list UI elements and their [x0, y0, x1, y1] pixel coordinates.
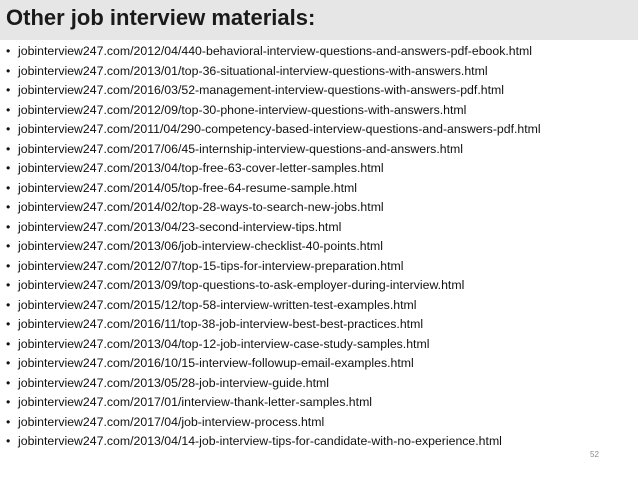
link-text[interactable]: jobinterview247.com/2016/11/top-38-job-interview-best-best-practices.html	[18, 317, 424, 331]
bullet-icon: •	[6, 141, 11, 156]
bullet-icon: •	[6, 278, 11, 292]
bullet-icon: •	[6, 83, 11, 97]
list-item	[6, 140, 541, 160]
list-item	[6, 81, 541, 101]
link-text[interactable]: jobinterview247.com/2017/01/interview-thank-letter-samples.html	[18, 395, 373, 409]
list-item	[6, 237, 541, 257]
link-text[interactable]: jobinterview247.com/2016/10/15-interview-followup-email-examples.html	[18, 356, 414, 370]
list-item	[6, 296, 541, 316]
bullet-icon: •	[6, 44, 11, 58]
link-text[interactable]: jobinterview247.com/2011/04/290-competency-based-interview-questions-and-answers-pdf.html	[18, 122, 541, 136]
link-text[interactable]: jobinterview247.com/2013/04/top-free-63-cover-letter-samples.html	[18, 161, 384, 175]
bullet-icon: •	[6, 414, 11, 429]
bullet-icon: •	[6, 239, 11, 253]
list-item	[6, 257, 541, 277]
list-item	[6, 354, 541, 374]
title-bar	[0, 0, 638, 40]
link-text[interactable]: jobinterview247.com/2013/04/23-second-interview-tips.html	[18, 219, 342, 234]
bullet-icon: •	[6, 336, 11, 351]
link-text[interactable]: jobinterview247.com/2013/05/28-job-interview-guide.html	[18, 375, 330, 390]
bullet-icon: •	[6, 434, 11, 448]
bullet-icon: •	[6, 122, 11, 136]
link-text[interactable]: jobinterview247.com/2013/01/top-36-situational-interview-questions-with-answers.html	[18, 63, 488, 78]
list-item	[6, 198, 541, 218]
bullet-icon: •	[6, 258, 11, 273]
list-item	[6, 120, 541, 140]
bullet-icon: •	[6, 180, 11, 195]
list-item	[6, 335, 541, 355]
link-text[interactable]: jobinterview247.com/2012/09/top-30-phone-interview-questions-with-answers.html	[18, 102, 467, 117]
link-text[interactable]: jobinterview247.com/2013/04/top-12-job-interview-case-study-samples.html	[18, 336, 430, 351]
link-text[interactable]: jobinterview247.com/2013/04/14-job-interview-tips-for-candidate-with-no-experience.html	[18, 434, 502, 448]
list-item	[6, 62, 541, 82]
link-text[interactable]: jobinterview247.com/2017/06/45-internship-interview-questions-and-answers.html	[18, 141, 463, 156]
list-item	[6, 179, 541, 199]
bullet-icon: •	[6, 375, 11, 390]
list-item	[6, 393, 541, 413]
bullet-icon: •	[6, 63, 11, 78]
link-text[interactable]: jobinterview247.com/2014/05/top-free-64-resume-sample.html	[18, 180, 358, 195]
list-item	[6, 413, 541, 433]
link-text[interactable]: jobinterview247.com/2015/12/top-58-interview-written-test-examples.html	[18, 297, 417, 312]
list-item	[6, 218, 541, 238]
page-number: 52	[590, 450, 599, 459]
bullet-icon: •	[6, 395, 11, 409]
bullet-icon: •	[6, 200, 11, 214]
link-text[interactable]: jobinterview247.com/2013/06/job-interview-checklist-40-points.html	[18, 239, 383, 253]
list-item	[6, 159, 541, 179]
link-text[interactable]: jobinterview247.com/2013/09/top-questions-to-ask-employer-during-interview.html	[18, 278, 465, 292]
link-text[interactable]: jobinterview247.com/2012/04/440-behavioral-interview-questions-and-answers-pdf-ebook.html	[18, 44, 533, 58]
bullet-icon: •	[6, 356, 11, 370]
bullet-icon: •	[6, 219, 11, 234]
bullet-icon: •	[6, 317, 11, 331]
bullet-icon: •	[6, 297, 11, 312]
bullet-icon: •	[6, 161, 11, 175]
list-item	[6, 432, 541, 452]
list-item	[6, 315, 541, 335]
link-text[interactable]: jobinterview247.com/2016/03/52-management-interview-questions-with-answers-pdf.html	[18, 83, 504, 97]
bullet-icon: •	[6, 102, 11, 117]
slide-title: Other job interview materials:	[6, 5, 316, 30]
link-text[interactable]: jobinterview247.com/2017/04/job-interview-process.html	[18, 414, 325, 429]
list-item	[6, 101, 541, 121]
list-item	[6, 276, 541, 296]
link-text[interactable]: jobinterview247.com/2012/07/top-15-tips-for-interview-preparation.html	[18, 258, 404, 273]
link-list	[6, 42, 541, 452]
list-item	[6, 42, 541, 62]
link-text[interactable]: jobinterview247.com/2014/02/top-28-ways-to-search-new-jobs.html	[18, 200, 384, 214]
list-item	[6, 374, 541, 394]
